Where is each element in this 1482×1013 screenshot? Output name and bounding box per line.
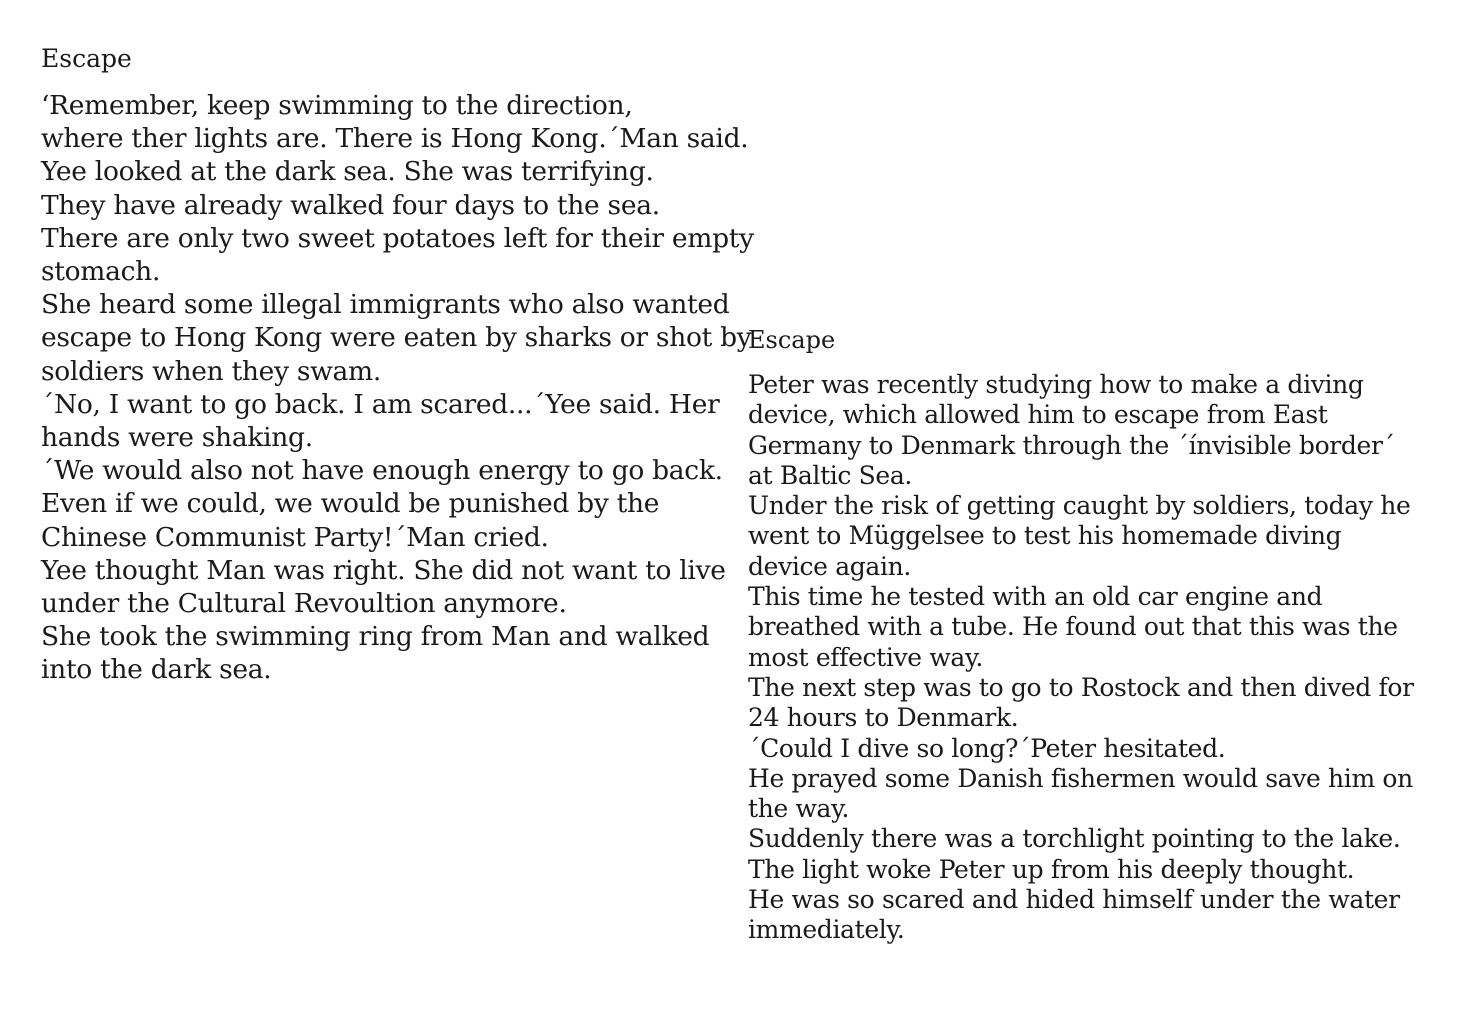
story-line: 24 hours to Denmark. (748, 703, 1019, 733)
story-line: at Baltic Sea. (748, 460, 913, 490)
story-line: soldiers when they swam. (41, 355, 381, 387)
story-line: immediately. (748, 915, 905, 945)
story-line: He prayed some Danish fishermen would save him on (748, 763, 1413, 793)
story-line: ´No, I want to go back. I am scared...´Yee said. Her (41, 388, 720, 420)
story-line: ‘Remember, keep swimming to the direction, (41, 90, 633, 121)
story-line: stomach. (41, 256, 161, 288)
story-line: Germany to Denmark through the ´ínvisible border´ (748, 430, 1395, 460)
story-line: Under the risk of getting caught by soldiers, today he (748, 491, 1411, 521)
story-title: Escape (748, 326, 836, 354)
story-body (748, 370, 1468, 946)
story-line: They have already walked four days to the sea. (41, 189, 660, 221)
story-line: This time he tested with an old car engine and (748, 582, 1323, 612)
story-right (748, 322, 1468, 946)
story-line: Even if we could, we would be punished by the (41, 488, 660, 520)
story-line: He was so scared and hided himself under the water (748, 885, 1400, 915)
story-line: Suddenly there was a torchlight pointing to the lake. (748, 824, 1401, 854)
story-line: device, which allowed him to escape from East (748, 400, 1328, 430)
story-line: where ther lights are. There is Hong Kong.´Man said. (41, 123, 749, 155)
story-line: device again. (748, 551, 911, 581)
story-line: escape to Hong Kong were eaten by sharks or shot by (41, 322, 752, 354)
story-line: ´Could I dive so long?´Peter hesitated. (748, 733, 1226, 763)
story-body (41, 89, 754, 687)
story-line: most effective way. (748, 642, 983, 672)
story-line: the way. (748, 794, 850, 824)
story-left (41, 40, 754, 687)
story-line: The light woke Peter up from his deeply thought. (748, 854, 1355, 884)
story-line: into the dark sea. (41, 654, 272, 686)
story-line: Chinese Communist Party!´Man cried. (41, 521, 549, 553)
story-line: hands were shaking. (41, 422, 313, 454)
story-line: Yee looked at the dark sea. She was terrifying. (41, 156, 654, 188)
story-line: breathed with a tube. He found out that this was the (748, 612, 1398, 642)
story-line: The next step was to go to Rostock and then dived for (748, 672, 1414, 702)
story-line: Yee thought Man was right. She did not want to live (41, 554, 726, 586)
story-line: There are only two sweet potatoes left for their empty (41, 222, 754, 254)
story-line: ´We would also not have enough energy to go back. (41, 455, 723, 487)
story-line: She heard some illegal immigrants who also wanted (41, 289, 730, 321)
story-line: went to Müggelsee to test his homemade diving (748, 521, 1342, 551)
story-line: She took the swimming ring from Man and walked (41, 621, 710, 653)
story-title: Escape (41, 44, 132, 73)
story-line: Peter was recently studying how to make a diving (748, 370, 1364, 399)
story-line: under the Cultural Revoultion anymore. (41, 588, 567, 620)
